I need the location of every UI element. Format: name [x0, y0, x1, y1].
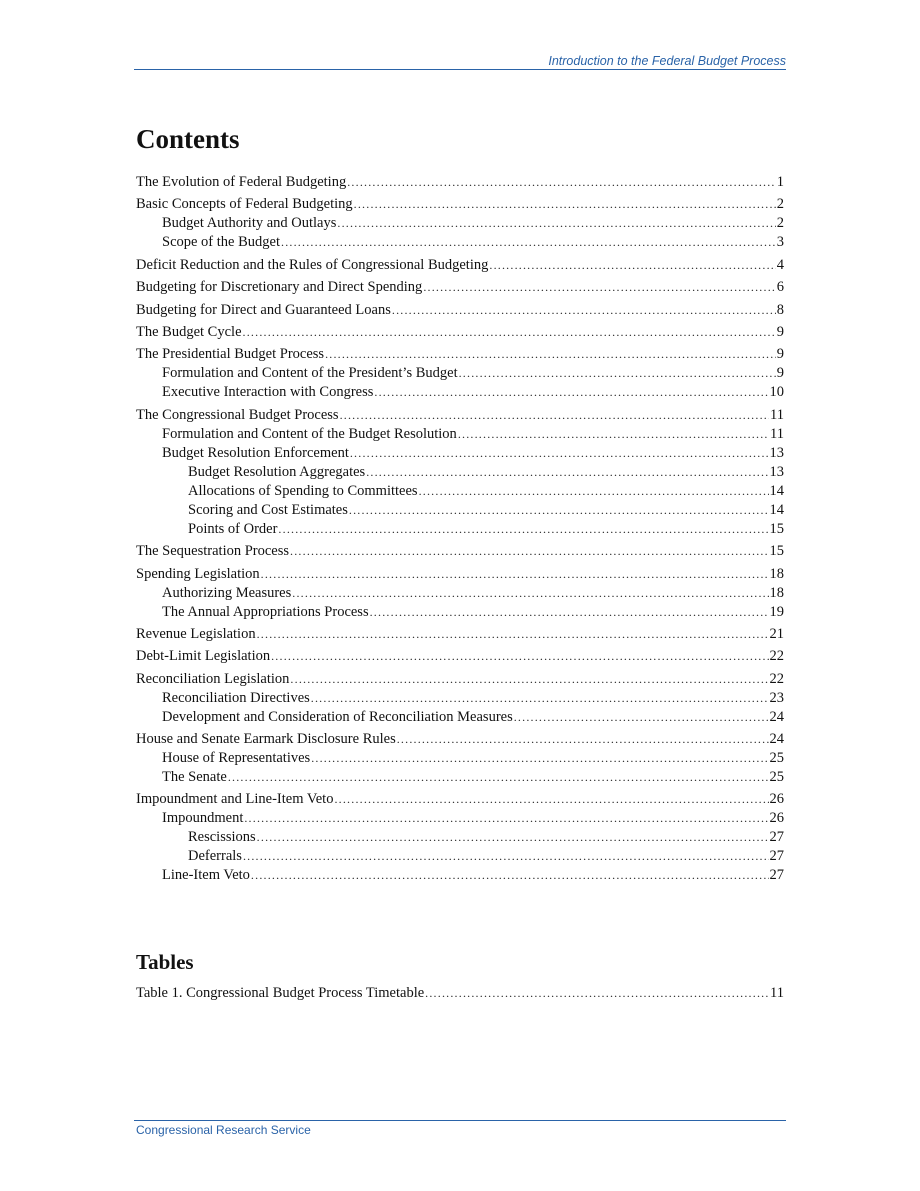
- tables-list: [136, 984, 784, 1003]
- toc-leader-dots: [354, 195, 776, 214]
- toc-entry-title: Development and Consideration of Reconciliation Measures: [162, 708, 513, 725]
- toc-entry[interactable]: [136, 501, 784, 520]
- toc-entry-page: 10: [769, 384, 784, 401]
- toc-entry-page: 8: [776, 301, 784, 318]
- toc-entry-title: Reconciliation Legislation: [136, 670, 290, 687]
- toc-entry-title: The Sequestration Process: [136, 543, 290, 560]
- toc-leader-dots: [459, 364, 776, 383]
- toc-leader-dots: [271, 647, 768, 666]
- footer-rule: [134, 1120, 786, 1121]
- toc-entry[interactable]: [136, 195, 784, 214]
- toc-entry[interactable]: [136, 603, 784, 622]
- toc-entry-title: The Annual Appropriations Process: [162, 603, 369, 620]
- toc-entry-page: 11: [770, 406, 784, 423]
- toc-leader-dots: [374, 383, 768, 402]
- toc-entry[interactable]: [136, 730, 784, 749]
- toc-entry-title: Executive Interaction with Congress: [162, 384, 374, 401]
- toc-leader-dots: [419, 482, 769, 501]
- toc-leader-dots: [337, 214, 775, 233]
- contents-heading: Contents: [136, 124, 240, 154]
- toc-entry-page: 27: [769, 848, 784, 865]
- toc-entry-title: Points of Order: [188, 520, 278, 537]
- toc-entry-page: 22: [769, 670, 784, 687]
- toc-entry-title: Impoundment: [162, 810, 244, 827]
- toc-entry[interactable]: [136, 364, 784, 383]
- toc-entry-page: 26: [769, 791, 784, 808]
- toc-entry-title: Deficit Reduction and the Rules of Congressional Budgeting: [136, 256, 489, 273]
- toc-entry-title: Budget Resolution Aggregates: [188, 463, 366, 480]
- toc-leader-dots: [281, 233, 776, 252]
- toc-entry-title: House of Representatives: [162, 750, 311, 767]
- toc-leader-dots: [290, 670, 768, 689]
- toc-entry-title: Budget Resolution Enforcement: [162, 444, 349, 461]
- toc-entry-title: Reconciliation Directives: [162, 689, 310, 706]
- toc-entry[interactable]: [136, 214, 784, 233]
- toc-leader-dots: [370, 603, 769, 622]
- toc-entry-title: Impoundment and Line-Item Veto: [136, 791, 334, 808]
- toc-entry[interactable]: [136, 383, 784, 402]
- toc-entry-title: Spending Legislation: [136, 565, 260, 582]
- toc-leader-dots: [244, 809, 768, 828]
- toc-entry-title: Authorizing Measures: [162, 584, 292, 601]
- toc-entry[interactable]: [136, 984, 784, 1003]
- toc-entry[interactable]: [136, 809, 784, 828]
- toc-entry[interactable]: [136, 323, 784, 342]
- toc-entry-title: House and Senate Earmark Disclosure Rules: [136, 731, 396, 748]
- toc-entry-title: Revenue Legislation: [136, 625, 256, 642]
- toc-leader-dots: [349, 501, 769, 520]
- toc-entry[interactable]: [136, 847, 784, 866]
- toc-entry-page: 21: [769, 625, 784, 642]
- toc-entry-title: The Senate: [162, 769, 227, 786]
- toc-entry-page: 3: [776, 234, 784, 251]
- toc-entry-title: Budgeting for Direct and Guaranteed Loans: [136, 301, 391, 318]
- toc-leader-dots: [292, 584, 768, 603]
- toc-entry-title: Table 1. Congressional Budget Process Timetable: [136, 985, 425, 1001]
- toc-leader-dots: [325, 345, 776, 364]
- toc-entry-page: 14: [769, 482, 784, 499]
- toc-entry[interactable]: [136, 463, 784, 482]
- toc-entry-title: Budget Authority and Outlays: [162, 215, 337, 232]
- toc-leader-dots: [261, 565, 769, 584]
- toc-entry-page: 25: [769, 769, 784, 786]
- toc-entry-title: Budgeting for Discretionary and Direct Spending: [136, 279, 423, 296]
- toc-entry-page: 19: [769, 603, 784, 620]
- toc-entry-title: The Congressional Budget Process: [136, 406, 339, 423]
- toc-entry-title: Line-Item Veto: [162, 867, 250, 884]
- toc-entry[interactable]: [136, 520, 784, 539]
- toc-entry-page: 11: [770, 985, 784, 1001]
- toc-entry-page: 26: [769, 810, 784, 827]
- toc-leader-dots: [458, 425, 769, 444]
- toc-entry-page: 2: [776, 196, 784, 213]
- toc-entry-page: 24: [769, 708, 784, 725]
- toc-entry-page: 27: [769, 867, 784, 884]
- toc-entry-page: 18: [769, 565, 784, 582]
- toc-entry[interactable]: [136, 790, 784, 809]
- toc-entry[interactable]: [136, 565, 784, 584]
- toc-leader-dots: [290, 542, 768, 561]
- toc-entry-page: 9: [776, 365, 784, 382]
- toc-entry-page: 27: [769, 829, 784, 846]
- toc-leader-dots: [243, 847, 769, 866]
- toc-leader-dots: [251, 866, 769, 885]
- toc-entry-title: The Presidential Budget Process: [136, 346, 325, 363]
- toc-entry-page: 1: [776, 174, 784, 190]
- toc-entry-page: 23: [769, 689, 784, 706]
- toc-leader-dots: [334, 790, 768, 809]
- toc-entry-page: 25: [769, 750, 784, 767]
- toc-entry[interactable]: [136, 768, 784, 787]
- toc-entry[interactable]: [136, 670, 784, 689]
- toc-entry[interactable]: [136, 233, 784, 252]
- toc-entry-page: 9: [776, 346, 784, 363]
- toc-entry-page: 22: [769, 648, 784, 665]
- toc-entry[interactable]: [136, 625, 784, 644]
- toc-entry-title: Basic Concepts of Federal Budgeting: [136, 196, 353, 213]
- toc-leader-dots: [423, 278, 775, 297]
- running-footer: Congressional Research Service: [136, 1123, 311, 1137]
- toc-leader-dots: [278, 520, 768, 539]
- toc-entry[interactable]: [136, 425, 784, 444]
- toc-leader-dots: [228, 768, 769, 787]
- toc-entry-page: 4: [776, 256, 784, 273]
- toc-entry-page: 11: [770, 425, 784, 442]
- toc-entry[interactable]: [136, 708, 784, 727]
- toc-entry[interactable]: [136, 256, 784, 275]
- toc-entry-page: 15: [769, 543, 784, 560]
- toc-entry-title: Formulation and Content of the Budget Resolution: [162, 425, 457, 442]
- toc-entry[interactable]: [136, 173, 784, 192]
- toc-entry-page: 13: [769, 463, 784, 480]
- toc-leader-dots: [397, 730, 769, 749]
- toc-entry[interactable]: [136, 278, 784, 297]
- toc-leader-dots: [311, 689, 769, 708]
- running-header: Introduction to the Federal Budget Process: [548, 54, 786, 68]
- toc-entry[interactable]: [136, 749, 784, 768]
- toc-leader-dots: [425, 984, 769, 1003]
- toc-entry-page: 9: [776, 323, 784, 340]
- contents-list: [136, 173, 784, 885]
- toc-entry[interactable]: [136, 689, 784, 708]
- toc-entry-page: 13: [769, 444, 784, 461]
- toc-entry-title: Scoring and Cost Estimates: [188, 501, 348, 518]
- toc-entry-page: 2: [776, 215, 784, 232]
- toc-leader-dots: [489, 256, 775, 275]
- toc-entry-title: The Evolution of Federal Budgeting: [136, 174, 347, 190]
- toc-leader-dots: [243, 323, 776, 342]
- toc-entry[interactable]: [136, 542, 784, 561]
- toc-leader-dots: [350, 444, 769, 463]
- toc-entry[interactable]: [136, 584, 784, 603]
- toc-entry-title: Deferrals: [188, 848, 242, 865]
- toc-entry-page: 24: [769, 731, 784, 748]
- toc-entry-page: 14: [769, 501, 784, 518]
- toc-entry[interactable]: [136, 866, 784, 885]
- toc-entry-page: 15: [769, 520, 784, 537]
- toc-leader-dots: [257, 625, 769, 644]
- header-rule: [134, 69, 786, 70]
- toc-leader-dots: [392, 301, 776, 320]
- toc-leader-dots: [366, 463, 768, 482]
- toc-entry-title: Allocations of Spending to Committees: [188, 482, 418, 499]
- toc-entry-title: Formulation and Content of the President’s Budget: [162, 365, 458, 382]
- toc-leader-dots: [257, 828, 769, 847]
- toc-entry-page: 18: [769, 584, 784, 601]
- toc-leader-dots: [340, 406, 769, 425]
- toc-leader-dots: [514, 708, 769, 727]
- toc-entry[interactable]: [136, 828, 784, 847]
- toc-entry-title: The Budget Cycle: [136, 323, 242, 340]
- toc-entry[interactable]: [136, 444, 784, 463]
- toc-entry[interactable]: [136, 647, 784, 666]
- toc-entry-title: Rescissions: [188, 829, 256, 846]
- toc-leader-dots: [347, 173, 776, 192]
- toc-entry[interactable]: [136, 301, 784, 320]
- toc-entry[interactable]: [136, 482, 784, 501]
- toc-entry-title: Debt-Limit Legislation: [136, 648, 271, 665]
- toc-entry-page: 6: [776, 279, 784, 296]
- tables-heading: Tables: [136, 950, 194, 974]
- toc-leader-dots: [311, 749, 768, 768]
- toc-entry[interactable]: [136, 345, 784, 364]
- toc-entry-title: Scope of the Budget: [162, 234, 280, 251]
- toc-entry[interactable]: [136, 406, 784, 425]
